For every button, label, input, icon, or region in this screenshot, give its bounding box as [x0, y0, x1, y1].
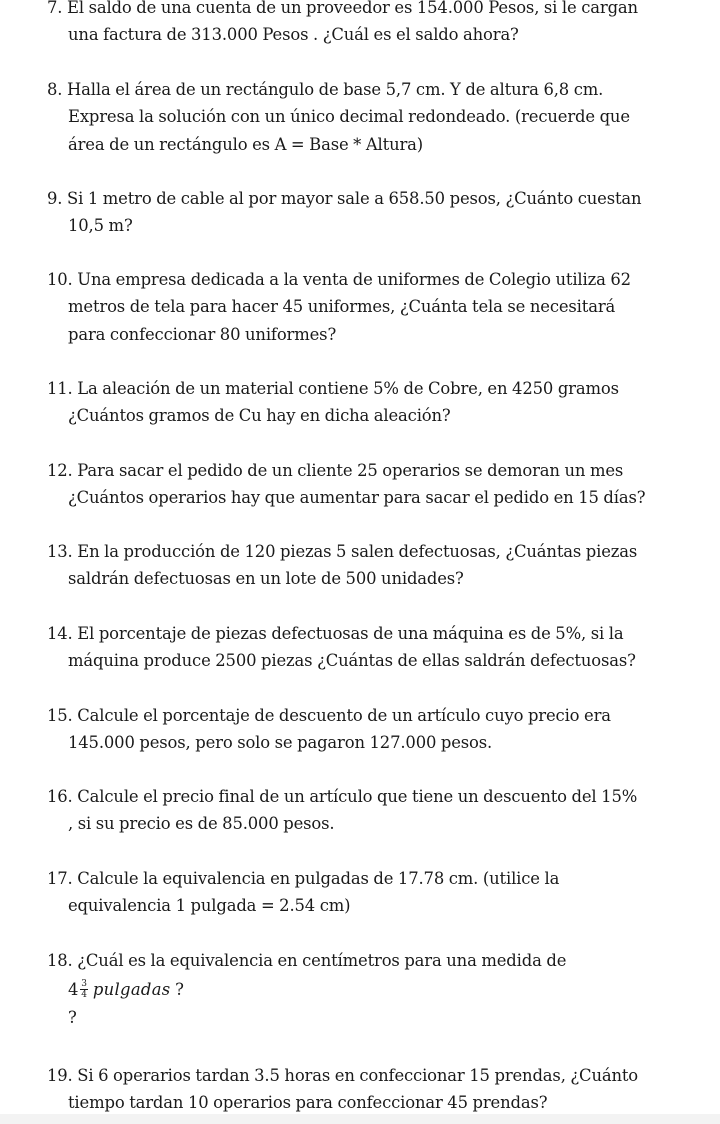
- question-line: Expresa la solución con un único decimal redondeado. (recuerde que: [68, 107, 630, 127]
- question-line: una factura de 313.000 Pesos . ¿Cuál es el saldo ahora?: [68, 25, 519, 45]
- question-line: 10,5 m?: [68, 216, 133, 236]
- question-line: , si su precio es de 85.000 pesos.: [68, 814, 335, 834]
- question-line: 145.000 pesos, pero solo se pagaron 127.000 pesos.: [68, 733, 493, 753]
- question-11: [47, 375, 619, 430]
- question-9: [47, 185, 642, 240]
- question-line: máquina produce 2500 piezas ¿Cuántas de ellas saldrán defectuosas?: [68, 651, 636, 671]
- question-line: tiempo tardan 10 operarios para confeccionar 45 prendas?: [68, 1093, 548, 1113]
- question-line: 13. En la producción de 120 piezas 5 salen defectuosas, ¿Cuántas piezas: [47, 542, 638, 561]
- question-17: [47, 865, 586, 920]
- question-15: [47, 702, 611, 757]
- trailing-question-mark: ?: [68, 1008, 77, 1028]
- question-line: 11. La aleación de un material contiene 5% de Cobre, en 4250 gramos: [47, 379, 619, 398]
- question-line: 19. Si 6 operarios tardan 3.5 horas en confeccionar 15 prendas, ¿Cuánto: [47, 1066, 639, 1085]
- question-line: ¿Cuántos operarios hay que aumentar para sacar el pedido en 15 días?: [68, 488, 646, 508]
- question-line: 16. Calcule el precio final de un artículo que tiene un descuento del 15%: [47, 787, 638, 806]
- question-line: área de un rectángulo es A = Base * Altura): [68, 134, 424, 154]
- question-line: 18. ¿Cuál es la equivalencia en centímetros para una medida de: [47, 951, 567, 970]
- fraction-numerator: 3: [81, 978, 87, 989]
- mixed-number-whole: 4: [68, 979, 79, 999]
- question-line: 12. Para sacar el pedido de un cliente 25 operarios se demoran un mes: [47, 461, 624, 480]
- question-line: equivalencia 1 pulgada = 2.54 cm): [68, 896, 351, 916]
- question-line: ¿Cuántos gramos de Cu hay en dicha aleación?: [68, 406, 451, 426]
- fraction: [80, 979, 88, 1000]
- mixed-number-measure: [47, 974, 586, 1004]
- question-line: 10. Una empresa dedicada a la venta de uniformes de Colegio utiliza 62: [47, 270, 631, 289]
- question-13: [47, 538, 638, 593]
- question-line: 14. El porcentaje de piezas defectuosas de una máquina es de 5%, si la: [47, 624, 624, 643]
- fraction-denominator: 4: [81, 989, 87, 1000]
- question-line: 9. Si 1 metro de cable al por mayor sale a 658.50 pesos, ¿Cuánto cuestan: [47, 189, 642, 208]
- question-19: [47, 1062, 639, 1117]
- question-16: [47, 783, 638, 838]
- question-7: [47, 0, 638, 49]
- question-line: 17. Calcule la equivalencia en pulgadas de 17.78 cm. (utilice la: [47, 869, 560, 888]
- question-line: para confeccionar 80 uniformes?: [68, 324, 337, 344]
- unit-suffix: ?: [170, 979, 184, 999]
- question-18: [47, 947, 586, 1032]
- question-line: metros de tela para hacer 45 uniformes, ¿Cuánta tela se necesitará: [68, 297, 616, 317]
- question-line: saldrán defectuosas en un lote de 500 unidades?: [68, 569, 464, 589]
- question-line: 15. Calcule el porcentaje de descuento de un artículo cuyo precio era: [47, 706, 611, 725]
- unit-label: pulgadas: [92, 979, 171, 999]
- question-line: 8. Halla el área de un rectángulo de base 5,7 cm. Y de altura 6,8 cm.: [47, 80, 604, 99]
- question-12: [47, 457, 646, 512]
- question-line: 7. El saldo de una cuenta de un proveedor es 154.000 Pesos, si le cargan: [47, 0, 638, 17]
- question-14: [47, 620, 636, 675]
- question-10: [47, 266, 631, 348]
- page-bottom-edge: [0, 1114, 720, 1124]
- question-8: [47, 76, 630, 158]
